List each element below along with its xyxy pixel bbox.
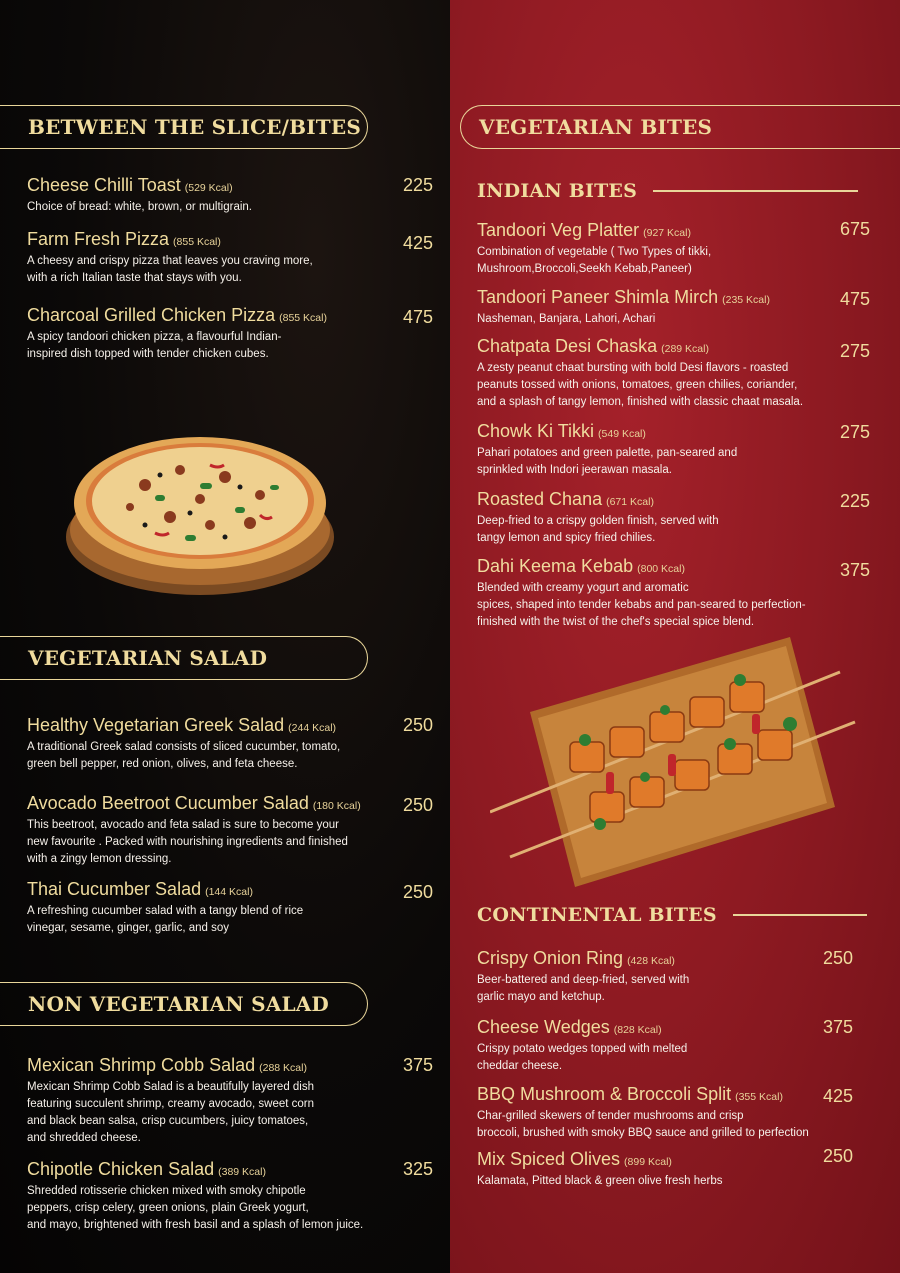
item-name-row <box>27 305 327 328</box>
menu-item <box>477 1084 809 1142</box>
item-price: 375 <box>823 1017 854 1037</box>
item-kcal: (180 Kcal) <box>312 800 361 812</box>
item-desc: Choice of bread: white, brown, or multigrain. <box>27 201 252 213</box>
item-desc: Crispy potato wedges topped with melted <box>477 1043 688 1055</box>
section-header <box>0 636 368 680</box>
item-name-row <box>477 336 803 359</box>
item-desc: Nasheman, Banjara, Lahori, Achari <box>477 313 656 325</box>
item-name: BBQ Mushroom & Broccoli Split <box>477 1084 732 1104</box>
item-kcal: (235 Kcal) <box>722 294 770 306</box>
item-name: Chatpata Desi Chaska <box>477 336 658 356</box>
menu-item <box>477 948 689 1006</box>
item-desc: and a splash of tangy lemon, finished with classic chaat masala. <box>477 396 804 408</box>
item-name-row <box>27 229 313 252</box>
item-kcal: (244 Kcal) <box>288 722 337 734</box>
item-desc: inspired dish topped with tender chicken cubes. <box>27 348 269 360</box>
item-desc: tangy lemon and spicy fried chilies. <box>477 532 656 544</box>
item-desc: peanuts tossed with onions, tomatoes, green chilies, coriander, <box>477 379 798 391</box>
menu-item <box>477 489 719 547</box>
item-name: Avocado Beetroot Cucumber Salad <box>27 793 309 813</box>
item-kcal: (855 Kcal) <box>173 236 221 248</box>
item-desc: peppers, crisp celery, green onions, plain Greek yogurt, <box>27 1202 309 1214</box>
menu-item <box>27 793 361 868</box>
divider <box>653 190 858 192</box>
menu-item <box>477 220 711 278</box>
item-name: Tandoori Veg Platter <box>477 220 640 240</box>
item-desc: broccoli, brushed with smoky BBQ sauce and grilled to perfection <box>477 1127 809 1139</box>
section-title: VEGETARIAN SALAD <box>28 646 268 670</box>
item-desc: Pahari potatoes and green palette, pan-seared and <box>477 447 738 459</box>
item-desc: and black bean salsa, crisp cucumbers, juicy tomatoes, <box>27 1115 309 1127</box>
item-desc: Kalamata, Pitted black & green olive fresh herbs <box>477 1175 723 1187</box>
item-desc: with a zingy lemon dressing. <box>27 853 172 865</box>
item-name: Chipotle Chicken Salad <box>27 1159 215 1179</box>
section-header <box>0 982 368 1026</box>
item-desc: Beer-battered and deep-fried, served with <box>477 974 690 986</box>
menu-item <box>477 1017 687 1075</box>
item-name-row <box>477 287 770 310</box>
item-name-row <box>477 1149 722 1172</box>
item-kcal: (899 Kcal) <box>624 1156 672 1168</box>
section-header <box>0 105 368 149</box>
item-price: 475 <box>403 307 434 327</box>
item-name-row <box>477 220 711 243</box>
item-price: 475 <box>840 289 871 309</box>
item-name: Cheese Wedges <box>477 1017 610 1037</box>
item-name-row <box>27 175 252 198</box>
item-desc: A traditional Greek salad consists of sliced cucumber, tomato, <box>27 741 341 753</box>
item-name-row <box>27 879 303 902</box>
item-name: Crispy Onion Ring <box>477 948 624 968</box>
item-desc: green bell pepper, red onion, olives, and feta cheese. <box>27 758 298 770</box>
item-price: 275 <box>840 341 871 361</box>
item-name: Mexican Shrimp Cobb Salad <box>27 1055 256 1075</box>
item-desc: new favourite . Packed with nourishing ingredients and finished <box>27 836 348 848</box>
subsection-title: INDIAN BITES <box>477 180 638 202</box>
item-price: 225 <box>403 175 434 195</box>
section-title: VEGETARIAN BITES <box>479 115 713 139</box>
item-desc: Blended with creamy yogurt and aromatic <box>477 582 689 594</box>
item-price: 250 <box>403 715 434 735</box>
item-name: Cheese Chilli Toast <box>27 175 181 195</box>
section-title: NON VEGETARIAN SALAD <box>28 992 329 1016</box>
item-kcal: (671 Kcal) <box>606 496 654 508</box>
menu-item <box>477 287 770 328</box>
item-desc: featuring succulent shrimp, creamy avocado, sweet corn <box>27 1098 314 1110</box>
item-desc: sprinkled with Indori jeerawan masala. <box>477 464 672 476</box>
item-desc: Shredded rotisserie chicken mixed with smoky chipotle <box>27 1185 306 1197</box>
item-price: 675 <box>840 219 871 239</box>
item-desc: with a rich Italian taste that stays with you. <box>27 272 242 284</box>
item-name-row <box>477 1017 687 1040</box>
item-price: 250 <box>403 795 434 815</box>
item-name: Healthy Vegetarian Greek Salad <box>27 715 285 735</box>
item-desc: finished with the twist of the chef's special spice blend. <box>477 616 755 628</box>
item-kcal: (288 Kcal) <box>259 1062 307 1074</box>
item-kcal: (355 Kcal) <box>735 1091 783 1103</box>
item-kcal: (529 Kcal) <box>184 182 233 194</box>
item-name-row <box>477 948 689 971</box>
item-price: 275 <box>840 422 871 442</box>
item-desc: cheddar cheese. <box>477 1060 563 1072</box>
item-desc: Combination of vegetable ( Two Types of tikki, <box>477 246 712 258</box>
menu-item <box>477 1149 722 1190</box>
item-name: Chowk Ki Tikki <box>477 421 595 441</box>
item-price: 425 <box>823 1086 854 1106</box>
subsection-header <box>477 180 858 202</box>
paneer-tikka-image <box>490 632 860 890</box>
divider <box>733 914 867 916</box>
section-header <box>460 105 900 149</box>
item-kcal: (389 Kcal) <box>218 1166 266 1178</box>
item-price: 375 <box>840 560 871 580</box>
item-price: 425 <box>403 233 434 253</box>
item-desc: and shredded cheese. <box>27 1132 141 1144</box>
item-desc: Mexican Shrimp Cobb Salad is a beautifully layered dish <box>27 1081 315 1093</box>
item-name-row <box>27 715 340 738</box>
item-name: Tandoori Paneer Shimla Mirch <box>477 287 719 307</box>
menu-item <box>27 715 340 773</box>
item-desc: spices, shaped into tender kebabs and pan-seared to perfection- <box>477 599 806 611</box>
item-price: 225 <box>840 491 871 511</box>
item-name: Dahi Keema Kebab <box>477 556 634 576</box>
item-desc: Char-grilled skewers of tender mushrooms and crisp <box>477 1110 744 1122</box>
item-desc: This beetroot, avocado and feta salad is sure to become your <box>27 819 339 831</box>
item-kcal: (927 Kcal) <box>643 227 691 239</box>
item-name: Mix Spiced Olives <box>477 1149 621 1169</box>
menu-item <box>27 1159 363 1234</box>
item-name-row <box>27 1159 363 1182</box>
item-kcal: (800 Kcal) <box>637 563 685 575</box>
menu-item <box>27 305 327 363</box>
section-title: BETWEEN THE SLICE/BITES <box>28 115 361 139</box>
menu-item <box>477 336 803 411</box>
item-kcal: (855 Kcal) <box>279 312 327 324</box>
menu-item <box>477 421 737 479</box>
menu-item <box>27 175 252 216</box>
item-kcal: (289 Kcal) <box>661 343 709 355</box>
item-kcal: (428 Kcal) <box>627 955 675 967</box>
subsection-header <box>477 904 867 926</box>
item-price: 250 <box>823 948 854 968</box>
item-desc: Mushroom,Broccoli,Seekh Kebab,Paneer) <box>477 263 692 275</box>
item-price: 250 <box>403 882 434 902</box>
item-desc: A spicy tandoori chicken pizza, a flavourful Indian- <box>27 331 282 343</box>
item-desc: and mayo, brightened with fresh basil and a splash of lemon juice. <box>27 1219 364 1231</box>
menu-item <box>27 229 313 287</box>
item-name: Thai Cucumber Salad <box>27 879 202 899</box>
item-name-row <box>477 489 719 512</box>
item-name: Roasted Chana <box>477 489 603 509</box>
item-price: 375 <box>403 1055 434 1075</box>
item-desc: vinegar, sesame, ginger, garlic, and soy <box>27 922 230 934</box>
item-desc: garlic mayo and ketchup. <box>477 991 605 1003</box>
menu-item <box>27 1055 314 1147</box>
item-name-row <box>477 1084 809 1107</box>
item-name: Farm Fresh Pizza <box>27 229 170 249</box>
subsection-title: CONTINENTAL BITES <box>477 904 717 926</box>
item-desc: A cheesy and crispy pizza that leaves you craving more, <box>27 255 313 267</box>
item-desc: A zesty peanut chaat bursting with bold Desi flavors - roasted <box>477 362 789 374</box>
item-name-row <box>477 556 806 579</box>
pizza-image <box>60 425 340 600</box>
item-name: Charcoal Grilled Chicken Pizza <box>27 305 276 325</box>
item-kcal: (549 Kcal) <box>598 428 646 440</box>
menu-item <box>27 879 303 937</box>
item-price: 250 <box>823 1146 854 1166</box>
item-name-row <box>477 421 737 444</box>
item-desc: A refreshing cucumber salad with a tangy blend of rice <box>27 905 304 917</box>
item-kcal: (828 Kcal) <box>613 1024 662 1036</box>
item-kcal: (144 Kcal) <box>205 886 253 898</box>
menu-item <box>477 556 806 631</box>
item-price: 325 <box>403 1159 434 1179</box>
item-name-row <box>27 1055 314 1078</box>
item-desc: Deep-fried to a crispy golden finish, served with <box>477 515 719 527</box>
item-name-row <box>27 793 361 816</box>
